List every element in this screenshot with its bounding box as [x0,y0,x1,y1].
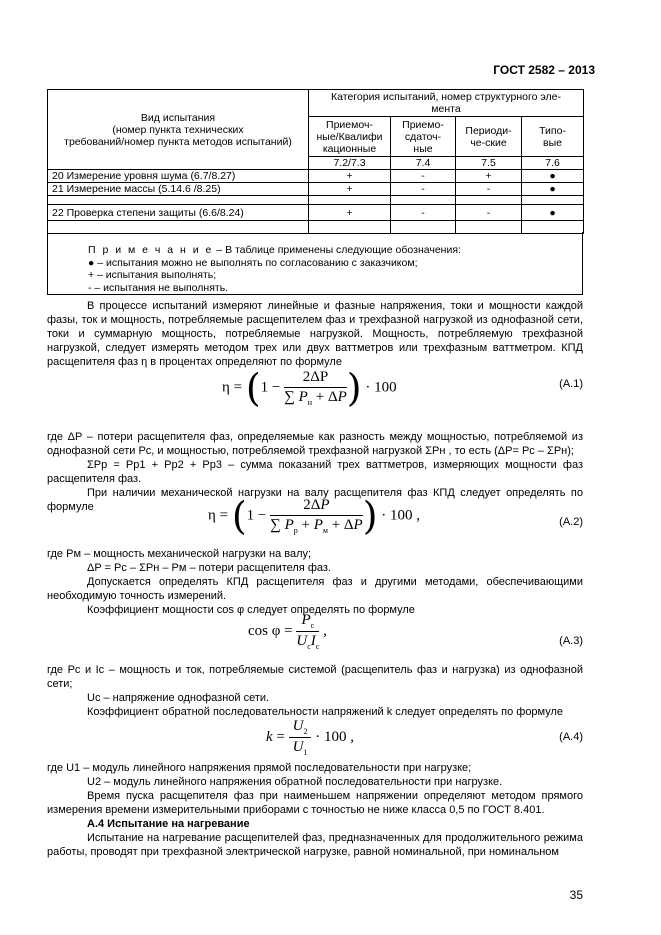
paragraph: U2 – модуль линейного напряжения обратной последовательности при нагрузке. [87,776,503,788]
paragraph: При наличии механической нагрузки на валу расщепителя фаз КПД следует определять по формуле [47,487,583,513]
paragraph: где U1 – модуль линейного напряжения прямой последовательности при нагрузке; [47,762,472,774]
table-row: 22 Проверка степени защиты (6.6/8.24) + - - ● [48,205,584,221]
paragraph: где Pc и Ic – мощность и ток, потребляемые системой (расщепитель фаз и нагрузка) из однофазной сети; [47,664,583,690]
note-item: - – испытания не выполнять. [88,281,229,294]
category-delivery: Приемо- сдаточ- ные [391,117,456,157]
paragraph: Допускается определять КПД расщепителя фаз и другими методами, обеспечивающими необходимую точность измерений. [47,576,583,602]
col-title-line: (номер пункта технических [112,123,244,136]
paragraph: Время пуска расщепителя фаз при наименьшем напряжении определяют методом прямого измерения времени измерительными приборами с точностью не ниже класса 0,5 по ГОСТ 8.401. [47,790,583,816]
equation-number: (А.1) [559,378,583,390]
category-acceptance: Приемоч- ные/Квалифи кационные [309,117,391,157]
page-number: 35 [569,888,583,902]
category-type: Типо- вые [522,117,584,157]
equation-number: (А.2) [559,516,583,528]
equation-number: (А.3) [559,635,583,647]
col-title-cell [48,90,309,170]
section-heading: А.4 Испытание на нагревание [87,818,250,830]
paragraph: Испытание на нагревание расщепителей фаз, предназначенных для продолжительного режима работы, проводят при трехфазной электрической нагрузке, равной номинальной, при номинальном [47,832,583,858]
category-periodic: Периоди- че-ские [456,117,522,157]
col-title-line: требований/номер пункта методов испытаний) [64,135,292,148]
standard-number: ГОСТ 2582 – 2013 [493,63,595,77]
category-header: Категория испытаний, номер структурного эле- мента [309,90,584,117]
paragraph: ΔP = Pc – ΣPн – Pм – потери расщепителя фаз. [87,562,331,574]
col-title-line: Вид испытания [140,111,216,124]
paragraph: Коэффициент мощности cos φ следует определять по формуле [87,604,415,616]
formula-a2: η = (1 − $\frac{2\Delta P}{\sum P_р + P_м + \Delta P}$ ) · 100 , [208,494,421,538]
category-code: 7.6 [522,157,584,170]
category-code: 7.4 [391,157,456,170]
test-categories-table [47,89,584,234]
table-row: 20 Измерение уровня шума (6.7/8.27) + - + ● [48,170,584,183]
formula-a3: cos φ = $\frac{P_c}{U_cI_c}$ , [248,612,327,651]
category-code: 7.5 [456,157,522,170]
table-note: П р и м е ч а н и е – В таблице применены следующие обозначения: ● – испытания можно не выполнять по согласованию с заказчиком; + – испытания выполнять; - – испытания не выполнять. [47,232,583,295]
category-code: 7.2/7.3 [309,157,391,170]
paragraph: ΣPр = Pр1 + Pр2 + Pр3 – сумма показаний трех ваттметров, измеряющих мощности фаз расщепителя фаз. [47,459,583,485]
note-item: ● – испытания можно не выполнять по согласованию с заказчиком; [88,256,418,269]
paragraph: В процессе испытаний измеряют линейные и фазные напряжения, токи и мощности каждой фазы, ток и мощность, потребляемые расщепителем фаз и трехфазной нагрузкой из однофазной сети, токи и суммарную мощность, потребляемые нагрузкой. Мощность, потребляемую трехфазной нагрузкой, следует измерять методом трех или двух ваттметров или трехфазным ваттметром. КПД расщепителя фаз η в процентах определяют по формуле [47,300,583,368]
paragraph: где Pм – мощность механической нагрузки на валу; [47,548,312,560]
formula-a1: η = (1 − $\frac{2\Delta P}{\sum P_н + \Delta P}$ ) · 100 [222,366,397,410]
note-item: + – испытания выполнять; [88,269,217,281]
table-row: 21 Измерение массы (5.14.6 /8.25) + - - ● [48,183,584,196]
formula-a4: k = $\frac{U_2}{U_1}$ · 100 , [266,718,354,757]
equation-number: (А.4) [559,731,583,743]
paragraph: Коэффициент обратной последовательности напряжений k следует определять по формуле [87,706,564,718]
paragraph: Uc – напряжение однофазной сети. [87,692,270,704]
note-label: П р и м е ч а н и е [88,244,214,256]
paragraph: где ΔP – потери расщепителя фаз, определяемые как разность между мощностью, потребляемой из однофазной сети Pc, и мощностью, потребляемой трехфазной нагрузкой ΣPн , то есть (ΔP= Pc – ΣPн); [47,431,583,457]
